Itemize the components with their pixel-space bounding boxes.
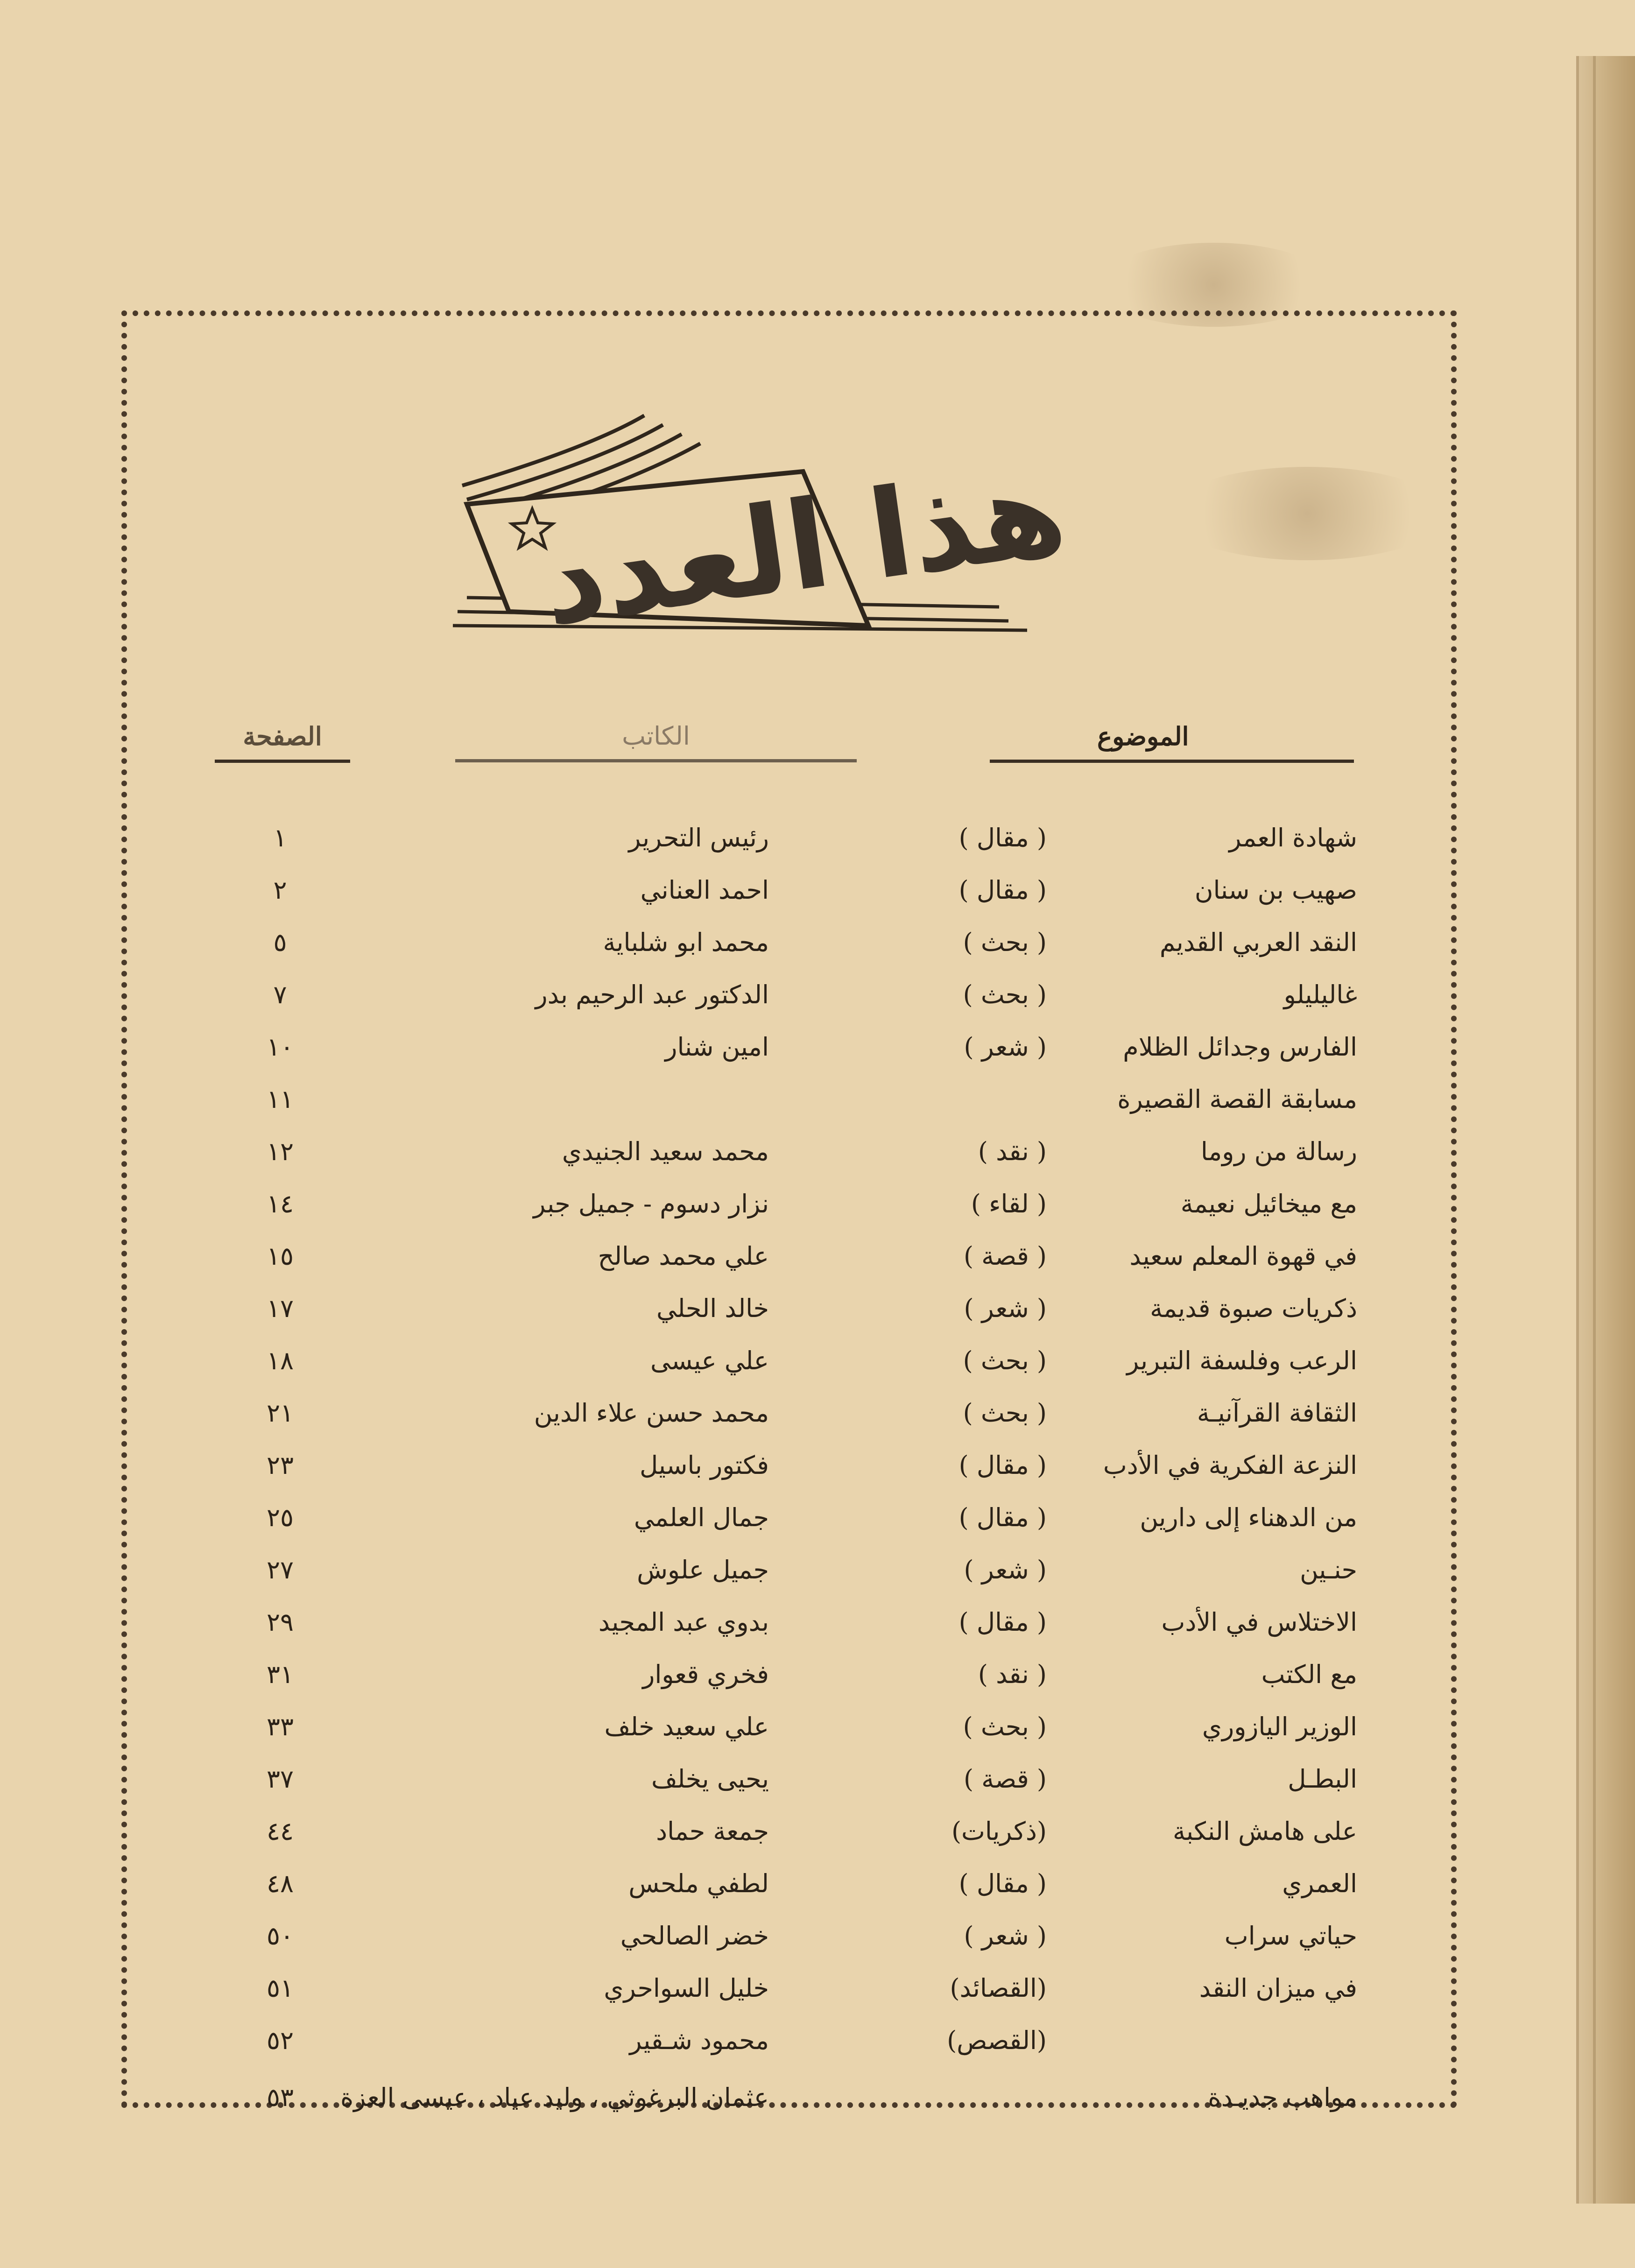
page-number-cell: ٢١ bbox=[266, 1398, 294, 1428]
subject-cell: ذكريات صبوة قديمة bbox=[1150, 1294, 1357, 1323]
column-header-page: الصفحة bbox=[215, 721, 350, 763]
page-number-cell: ٣٣ bbox=[266, 1712, 294, 1741]
page-number-cell: ٤٤ bbox=[266, 1817, 294, 1846]
type-cell: ( بحث ) bbox=[963, 1712, 1047, 1741]
table-row bbox=[0, 1074, 1635, 1125]
subject-cell: الرعب وفلسفة التبرير bbox=[1127, 1346, 1357, 1375]
page-number-cell: ٣١ bbox=[266, 1660, 294, 1689]
table-row bbox=[0, 1701, 1635, 1753]
page-number-cell: ٢٩ bbox=[266, 1607, 294, 1637]
table-row bbox=[0, 1910, 1635, 1962]
page-number-cell: ٤٨ bbox=[266, 1869, 294, 1898]
table-row bbox=[0, 1021, 1635, 1073]
page-number-cell: ٥٢ bbox=[266, 2026, 294, 2055]
page-number-cell: ١٧ bbox=[266, 1294, 294, 1323]
type-cell: ( مقال ) bbox=[958, 1607, 1047, 1637]
author-cell: فخري قعوار bbox=[642, 1660, 769, 1689]
author-cell: محمود شـقير bbox=[629, 2026, 769, 2055]
type-cell: (القصص) bbox=[947, 2026, 1047, 2055]
author-cell: نزار دسوم - جميل جبر bbox=[533, 1189, 769, 1219]
issue-logo bbox=[448, 392, 1083, 691]
table-row bbox=[0, 1649, 1635, 1700]
logo-text: هذا العدد bbox=[533, 440, 1074, 653]
table-row bbox=[0, 1492, 1635, 1543]
type-cell: ( نقد ) bbox=[978, 1137, 1047, 1166]
author-cell: جميل علوش bbox=[637, 1555, 769, 1585]
subject-cell: مواهب جديـدة bbox=[1208, 2083, 1357, 2112]
subject-cell: على هامش النكبة bbox=[1173, 1817, 1357, 1846]
type-cell: (القصائد) bbox=[950, 1973, 1047, 2003]
table-row bbox=[0, 1126, 1635, 1177]
subject-cell: الوزير اليازوري bbox=[1202, 1712, 1357, 1741]
type-cell: ( بحث ) bbox=[963, 1346, 1047, 1375]
table-row bbox=[0, 1440, 1635, 1491]
type-cell: (ذكريات) bbox=[951, 1817, 1047, 1846]
table-row bbox=[0, 865, 1635, 916]
table-row bbox=[0, 1597, 1635, 1648]
type-cell: ( قصة ) bbox=[963, 1241, 1047, 1271]
page-number-cell: ٣٧ bbox=[266, 1764, 294, 1794]
subject-cell: العمري bbox=[1282, 1869, 1357, 1898]
type-cell: ( مقال ) bbox=[958, 1451, 1047, 1480]
page-number-cell: ٥١ bbox=[266, 1973, 294, 2003]
subject-cell: الاختلاس في الأدب bbox=[1161, 1607, 1357, 1637]
subject-cell: مع ميخائيل نعيمة bbox=[1180, 1189, 1357, 1219]
author-cell: بدوي عبد المجيد bbox=[598, 1607, 769, 1637]
table-row bbox=[0, 2015, 1635, 2066]
subject-cell: من الدهناء إلى دارين bbox=[1140, 1503, 1357, 1532]
type-cell: ( شعر ) bbox=[964, 1032, 1047, 1062]
author-cell: محمد سعيد الجنيدي bbox=[562, 1137, 769, 1166]
type-cell: ( مقال ) bbox=[958, 823, 1047, 852]
author-cell: علي عيسى bbox=[650, 1346, 769, 1375]
author-cell: جمعة حماد bbox=[656, 1817, 769, 1846]
author-cell: عثمان البرغوثي ، وليد عياد ، عيسى العزة bbox=[340, 2083, 769, 2112]
table-row bbox=[0, 917, 1635, 968]
subject-cell: النقد العربي القديم bbox=[1159, 928, 1357, 957]
type-cell: ( قصة ) bbox=[963, 1764, 1047, 1794]
subject-cell: الفارس وجدائل الظلام bbox=[1123, 1032, 1357, 1062]
type-cell: ( بحث ) bbox=[963, 928, 1047, 957]
type-cell: ( نقد ) bbox=[978, 1660, 1047, 1689]
author-cell: علي سعيد خلف bbox=[604, 1712, 769, 1741]
page-number-cell: ١٤ bbox=[266, 1189, 294, 1219]
type-cell: ( مقال ) bbox=[958, 875, 1047, 905]
subject-cell: مع الكتب bbox=[1261, 1660, 1357, 1689]
subject-cell: في قهوة المعلم سعيد bbox=[1129, 1241, 1357, 1271]
page-number-cell: ١٥ bbox=[266, 1241, 294, 1271]
author-cell: خليل السواحري bbox=[604, 1973, 769, 2003]
page-number-cell: ٢٣ bbox=[266, 1451, 294, 1480]
page-number-cell: ١١ bbox=[266, 1085, 294, 1114]
subject-cell: رسالة من روما bbox=[1200, 1137, 1357, 1166]
page-number-cell: ٢٥ bbox=[266, 1503, 294, 1532]
subject-cell: الثقافة القرآنيـة bbox=[1197, 1398, 1357, 1428]
author-cell: محمد حسن علاء الدين bbox=[534, 1398, 769, 1428]
author-cell: علي محمد صالح bbox=[598, 1241, 769, 1271]
table-row bbox=[0, 2072, 1635, 2123]
page-number-cell: ٥٣ bbox=[266, 2083, 294, 2112]
subject-cell: غاليليلو bbox=[1283, 980, 1357, 1009]
author-cell: رئيس التحرير bbox=[628, 823, 769, 852]
author-cell: خضر الصالحي bbox=[620, 1921, 769, 1951]
header-rule bbox=[455, 759, 857, 762]
author-cell: امين شنار bbox=[665, 1032, 769, 1062]
subject-cell: حنـين bbox=[1300, 1555, 1357, 1585]
type-cell: ( لقاء ) bbox=[971, 1189, 1047, 1219]
table-row bbox=[0, 1283, 1635, 1334]
author-cell: احمد العناني bbox=[640, 875, 769, 905]
author-cell: يحيى يخلف bbox=[651, 1764, 769, 1794]
page-number-cell: ١٢ bbox=[266, 1137, 294, 1166]
type-cell: ( مقال ) bbox=[958, 1869, 1047, 1898]
column-header-subject: الموضوع bbox=[990, 721, 1354, 763]
type-cell: ( بحث ) bbox=[963, 1398, 1047, 1428]
author-cell: جمال العلمي bbox=[634, 1503, 769, 1532]
subject-cell: صهيب بن سنان bbox=[1194, 875, 1357, 905]
table-row bbox=[0, 1178, 1635, 1230]
subject-cell: في ميزان النقد bbox=[1199, 1973, 1357, 2003]
table-row bbox=[0, 1806, 1635, 1857]
author-cell: خالد الحلي bbox=[656, 1294, 769, 1323]
subject-cell: البطـل bbox=[1288, 1764, 1357, 1794]
table-row bbox=[0, 969, 1635, 1021]
page-number-cell: ١٠ bbox=[266, 1032, 294, 1062]
page-number-cell: ٥ bbox=[273, 928, 287, 957]
page-number-cell: ١٨ bbox=[266, 1346, 294, 1375]
page-number-cell: ٥٠ bbox=[266, 1921, 294, 1951]
page-number-cell: ٢٧ bbox=[266, 1555, 294, 1585]
page-number-cell: ١ bbox=[273, 823, 287, 852]
page-number-cell: ٧ bbox=[273, 980, 287, 1009]
header-rule bbox=[990, 760, 1354, 763]
author-cell: فكتور باسيل bbox=[640, 1451, 769, 1480]
table-row bbox=[0, 1544, 1635, 1596]
type-cell: ( شعر ) bbox=[964, 1294, 1047, 1323]
author-cell: الدكتور عبد الرحيم بدر bbox=[535, 980, 769, 1009]
type-cell: ( شعر ) bbox=[964, 1555, 1047, 1585]
type-cell: ( بحث ) bbox=[963, 980, 1047, 1009]
type-cell: ( مقال ) bbox=[958, 1503, 1047, 1532]
author-cell: محمد ابو شلباية bbox=[603, 928, 769, 957]
column-header-author: الكاتب bbox=[455, 721, 857, 762]
table-row bbox=[0, 1335, 1635, 1387]
table-row bbox=[0, 1754, 1635, 1805]
subject-cell: شهادة العمر bbox=[1229, 823, 1357, 852]
subject-cell: حياتي سراب bbox=[1224, 1921, 1357, 1951]
page-number-cell: ٢ bbox=[273, 875, 287, 905]
type-cell: ( شعر ) bbox=[964, 1921, 1047, 1951]
author-cell: لطفي ملحس bbox=[628, 1869, 769, 1898]
table-row bbox=[0, 1858, 1635, 1909]
subject-cell: مسابقة القصة القصيرة bbox=[1117, 1085, 1357, 1114]
table-row bbox=[0, 1388, 1635, 1439]
table-row bbox=[0, 812, 1635, 864]
header-rule bbox=[215, 760, 350, 763]
table-row bbox=[0, 1963, 1635, 2014]
subject-cell: النزعة الفكرية في الأدب bbox=[1103, 1451, 1357, 1480]
table-row bbox=[0, 1231, 1635, 1282]
